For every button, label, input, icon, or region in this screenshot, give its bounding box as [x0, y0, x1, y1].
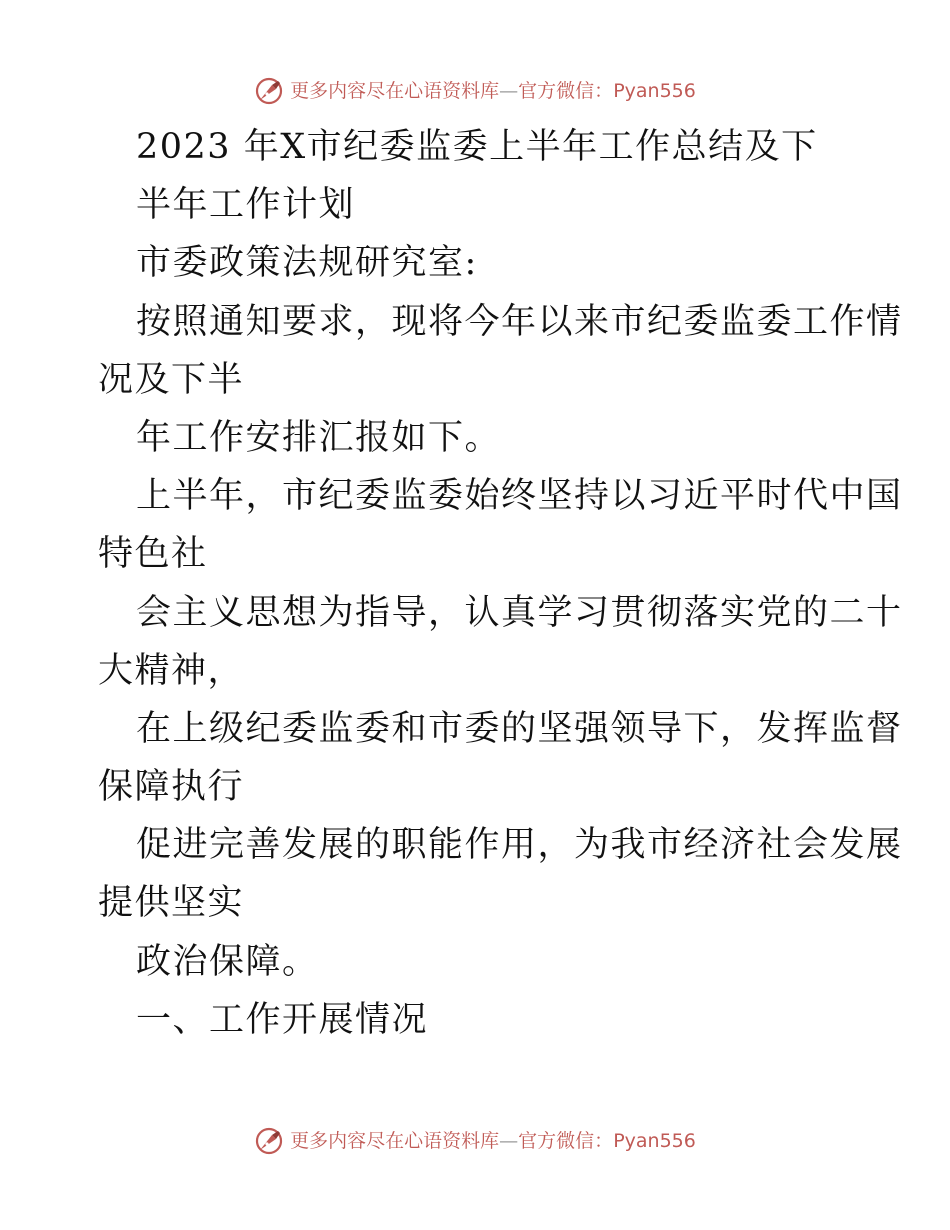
paragraph-2-line-9: 政治保障。 [136, 941, 319, 982]
paragraph-1-line-2: 况及下半 [98, 359, 245, 400]
watermark-brand: 更多内容尽在心语资料库 [290, 1130, 500, 1152]
watermark-dash: — [499, 80, 519, 102]
paragraph-2-line-6: 保障执行 [98, 767, 245, 808]
paragraph-1-line-1: 按照通知要求，现将今年以来市纪委监委工作情 [136, 301, 903, 342]
paragraph-2-line-8: 提供坚实 [98, 883, 245, 924]
paragraph-2-line-2: 特色社 [98, 534, 208, 575]
paragraph-2-line-5: 在上级纪委监委和市委的坚强领导下，发挥监督 [136, 708, 903, 749]
paragraph-2-line-4: 大精神， [98, 650, 245, 691]
document-title-line-2: 半年工作计划 [136, 185, 356, 226]
watermark-wechat-id: Pyan556 [613, 1130, 696, 1152]
document-title-line-1: 2023 年X市纪委监委上半年工作总结及下 [136, 127, 818, 167]
watermark-label: 官方微信： [518, 1130, 614, 1152]
section-heading-1: 一、工作开展情况 [136, 999, 429, 1040]
paragraph-2-line-1: 上半年，市纪委监委始终坚持以习近平时代中国 [136, 476, 903, 517]
pen-nib-logo-icon [254, 76, 284, 106]
watermark-dash: — [499, 1130, 519, 1152]
watermark-brand: 更多内容尽在心语资料库 [290, 80, 500, 102]
footer-watermark [0, 1126, 950, 1156]
header-watermark [0, 76, 950, 106]
salutation: 市委政策法规研究室: [136, 243, 478, 284]
watermark-wechat-id: Pyan556 [613, 80, 696, 102]
paragraph-1-line-3: 年工作安排汇报如下。 [136, 417, 502, 458]
paragraph-2-line-3: 会主义思想为指导，认真学习贯彻落实党的二十 [136, 592, 903, 633]
document-body [98, 118, 903, 1049]
pen-nib-logo-icon [254, 1126, 284, 1156]
paragraph-2-line-7: 促进完善发展的职能作用，为我市经济社会发展 [136, 825, 903, 866]
watermark-label: 官方微信： [518, 80, 614, 102]
